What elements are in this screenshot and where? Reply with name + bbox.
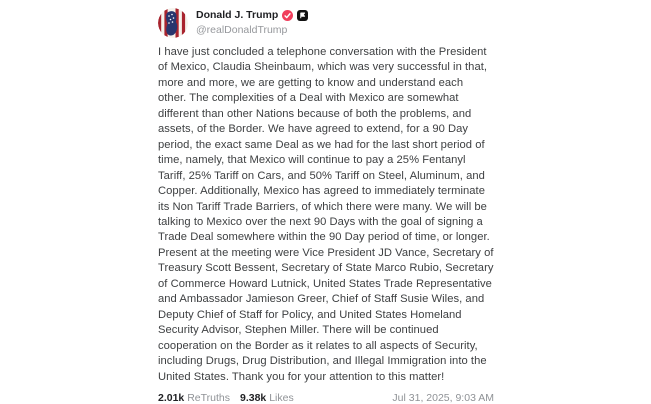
- flag-badge-icon: [297, 10, 308, 21]
- truth-social-post: [158, 8, 494, 404]
- timestamp[interactable]: Jul 31, 2025, 9:03 AM: [392, 391, 494, 404]
- engagement-stats: [158, 392, 294, 404]
- likes-stat[interactable]: [240, 392, 294, 404]
- avatar[interactable]: [158, 8, 188, 38]
- retruths-count: 2.01k: [158, 391, 185, 404]
- identity-block: [196, 8, 308, 36]
- likes-label: Likes: [269, 391, 294, 404]
- post-footer: [158, 392, 494, 404]
- display-name[interactable]: Donald J. Trump: [196, 9, 279, 21]
- verified-check-icon: [282, 10, 293, 21]
- post-body-text: I have just concluded a telephone conversation with the President of Mexico, Claudia Sheinbaum, which was very successful in that, more and more, we are getting to know and understand each other. The complexities of a Deal with Mexico are somewhat different than other Nations because of both the problems, and assets, of the Border. We have agreed to extend, for a 90 Day period, the exact same Deal as we had for the last short period of time, namely, that Mexico will continue to pay a 25% Fentanyl Tariff, 25% Tariff on Cars, and 50% Tariff on Steel, Aluminum, and Copper. Additionally, Mexico has agreed to immediately terminate its Non Tariff Trade Barriers, of which there were many. We will be talking to Mexico over the next 90 Days with the goal of signing a Trade Deal somewhere within the 90 Day period of time, or longer. Present at the meeting were Vice President JD Vance, Secretary of Treasury Scott Bessent, Secretary of State Marco Rubio, Secretary of Commerce Howard Lutnick, United States Trade Representative and Ambassador Jamieson Greer, Chief of Staff Susie Wiles, and Deputy Chief of Staff for Policy, and United States Homeland Security Advisor, Stephen Miller. There will be continued cooperation on the Border as it relates to all aspects of Security, including Drugs, Drug Distribution, and Illegal Immigration into the United States. Thank you for your attention to this matter!: [158, 46, 494, 383]
- post-header: [158, 8, 494, 38]
- retruths-label: ReTruths: [187, 391, 230, 404]
- likes-count: 9.38k: [240, 391, 267, 404]
- user-handle[interactable]: @realDonaldTrump: [196, 24, 288, 36]
- american-flag-avatar-icon: [158, 8, 188, 38]
- retruths-stat[interactable]: [158, 392, 230, 404]
